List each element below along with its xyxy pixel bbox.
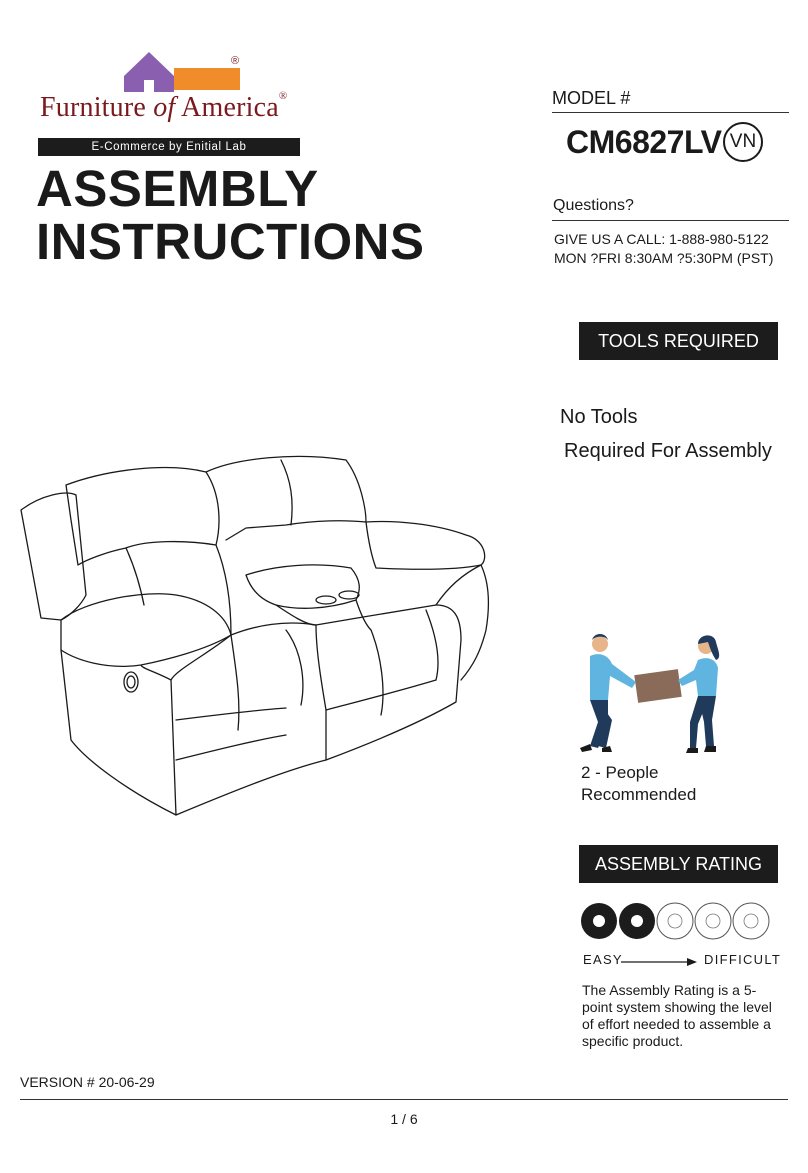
people-recommended: 2 - People Recommended — [581, 763, 697, 804]
brand-name: Furniture of America® — [40, 90, 288, 123]
page-title: ASSEMBLY INSTRUCTIONS — [36, 160, 425, 270]
rating-dot-center — [631, 915, 643, 927]
rating-dot-center — [593, 915, 605, 927]
rating-dot-center — [668, 914, 682, 928]
questions-label: Questions? — [553, 197, 634, 214]
assembly-rating-header: ASSEMBLY RATING — [579, 845, 778, 883]
rating-dot-empty — [657, 903, 693, 939]
brand-tagline: E-Commerce by Enitial Lab — [38, 138, 300, 156]
divider — [552, 112, 789, 113]
rating-difficult-label: DIFFICULT — [704, 952, 782, 967]
tools-note: No Tools Required For Assembly — [560, 406, 772, 462]
version-label: VERSION # 20-06-29 — [20, 1074, 155, 1090]
arrow-right-icon — [621, 958, 697, 966]
page-number: 1 / 6 — [390, 1111, 418, 1127]
model-badge: VN — [723, 122, 763, 162]
footer-divider — [20, 1099, 788, 1100]
rating-description: The Assembly Rating is a 5-point system showing the level of effort needed to assemble a specific product. — [582, 982, 772, 1049]
divider — [552, 220, 789, 221]
rating-dot-empty — [695, 903, 731, 939]
contact-info: GIVE US A CALL: 1-888-980-5122 MON ?FRI 8:30AM ?5:30PM (PST) — [554, 231, 774, 266]
rating-dot-center — [706, 914, 720, 928]
model-number: CM6827LV — [566, 124, 722, 160]
rating-circles — [580, 902, 770, 940]
tools-required-header: TOOLS REQUIRED — [579, 322, 778, 360]
loveseat-illustration — [16, 440, 496, 820]
rating-dot-empty — [733, 903, 769, 939]
rating-dot-center — [744, 914, 758, 928]
rating-easy-label: EASY — [583, 952, 623, 967]
model-label: MODEL # — [552, 88, 631, 108]
registered-mark: ® — [231, 55, 240, 67]
two-people-carrying-icon — [578, 630, 738, 755]
